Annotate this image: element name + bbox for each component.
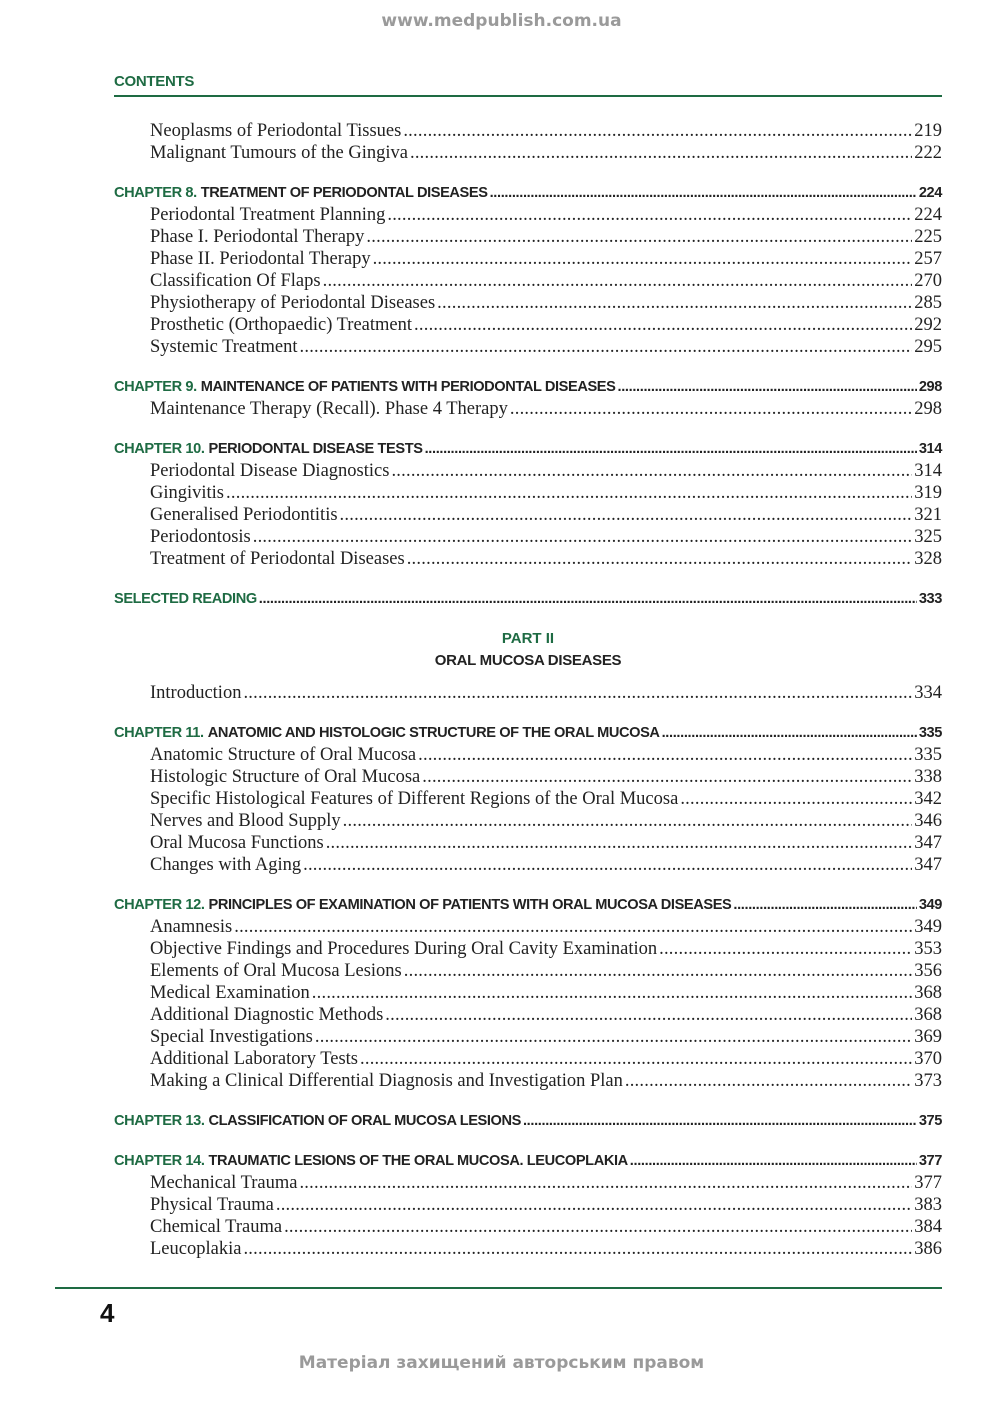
- toc-entry-title: Additional Laboratory Tests: [150, 1049, 358, 1069]
- chapter-title: PRINCIPLES OF EXAMINATION OF PATIENTS WITH ORAL MUCOSA DISEASES: [208, 897, 732, 913]
- toc-entry-page: 347: [914, 833, 942, 853]
- toc-entry-title: Prosthetic (Orthopaedic) Treatment: [150, 315, 413, 335]
- dot-leader: [315, 1026, 912, 1048]
- chapter-number: CHAPTER 12.: [114, 897, 205, 913]
- chapter-page: 349: [918, 897, 942, 913]
- dot-leader: [407, 548, 913, 570]
- dot-leader: [680, 788, 912, 810]
- chapter-page: 314: [918, 441, 942, 457]
- toc-entry-page: 347: [914, 855, 942, 875]
- toc-entry-title: Systemic Treatment: [150, 337, 298, 357]
- chapter-title: TRAUMATIC LESIONS OF THE ORAL MUCOSA. LEUCOPLAKIA: [208, 1153, 628, 1169]
- toc-entry-title: Periodontal Disease Diagnostics: [150, 461, 390, 481]
- chapter-title: ANATOMIC AND HISTOLOGIC STRUCTURE OF THE ORAL MUCOSA: [207, 725, 660, 741]
- toc-entry-page: 270: [914, 271, 942, 291]
- toc-entry-title: Mechanical Trauma: [150, 1173, 298, 1193]
- toc-entry-title: Physical Trauma: [150, 1195, 274, 1215]
- dot-leader: [630, 1150, 917, 1172]
- toc-entry[interactable]: [114, 482, 942, 504]
- toc-entry-page: 321: [914, 505, 942, 525]
- toc-entry-page: 383: [914, 1195, 942, 1215]
- dot-leader: [323, 270, 913, 292]
- part-label: PART II: [501, 630, 555, 647]
- toc-entry-page: 369: [914, 1027, 942, 1047]
- toc-entry[interactable]: [114, 916, 942, 938]
- toc-entry[interactable]: [114, 1048, 942, 1070]
- toc-entry-title: Changes with Aging: [150, 855, 302, 875]
- dot-leader: [425, 438, 917, 460]
- chapter-heading-text: [114, 1150, 628, 1172]
- part-heading: [114, 628, 942, 672]
- toc-entry-page: 257: [914, 249, 942, 269]
- toc-entry-page: 338: [914, 767, 942, 787]
- toc-entry[interactable]: [114, 1238, 942, 1260]
- chapter-number: CHAPTER 11.: [114, 725, 204, 741]
- toc-entry-page: 328: [914, 549, 942, 569]
- toc-entry-page: 292: [914, 315, 942, 335]
- dot-leader: [410, 142, 912, 164]
- toc-entry-title: Treatment of Periodontal Diseases: [150, 549, 405, 569]
- toc-entry-page: 325: [914, 527, 942, 547]
- toc-entry-title: Oral Mucosa Functions: [150, 833, 324, 853]
- toc-entry-page: 384: [914, 1217, 942, 1237]
- toc-entry-title: Periodontosis: [150, 527, 251, 547]
- toc-entry-title: Maintenance Therapy (Recall). Phase 4 Therapy: [150, 399, 508, 419]
- toc-entry-page: 335: [914, 745, 942, 765]
- dot-leader: [404, 960, 913, 982]
- toc-entry-title: Nerves and Blood Supply: [150, 811, 341, 831]
- toc-entry-title: Chemical Trauma: [150, 1217, 283, 1237]
- chapter-title: MAINTENANCE OF PATIENTS WITH PERIODONTAL DISEASES: [200, 379, 616, 395]
- toc-entry-page: 334: [914, 683, 942, 703]
- copyright-notice: Матеріал захищений авторським правом: [298, 1353, 705, 1373]
- toc-entry[interactable]: [114, 226, 942, 248]
- toc-entry-title: Leucoplakia: [150, 1239, 242, 1259]
- site-url: www.medpublish.com.ua: [381, 11, 622, 31]
- chapter-page: 377: [918, 1153, 942, 1169]
- toc-entry-page: 298: [914, 399, 942, 419]
- toc-entry-title: Physiotherapy of Periodontal Diseases: [150, 293, 436, 313]
- dot-leader: [523, 1110, 917, 1132]
- toc-entry[interactable]: [114, 460, 942, 482]
- dot-leader: [253, 526, 913, 548]
- toc-entry[interactable]: [114, 854, 942, 876]
- toc-entry[interactable]: [114, 548, 942, 570]
- toc-chapter-heading[interactable]: [114, 182, 942, 204]
- dot-leader: [422, 766, 912, 788]
- toc-chapter-heading[interactable]: [114, 894, 942, 916]
- chapter-number: CHAPTER 10.: [114, 441, 205, 457]
- toc-entry-title: Histologic Structure of Oral Mucosa: [150, 767, 421, 787]
- dot-leader: [343, 810, 913, 832]
- dot-leader: [625, 1070, 912, 1092]
- toc-entry[interactable]: [114, 504, 942, 526]
- toc-entry-page: 368: [914, 1005, 942, 1025]
- toc-entry-title: Periodontal Treatment Planning: [150, 205, 386, 225]
- toc-entry-page: 222: [914, 143, 942, 163]
- toc-entry-title: Objective Findings and Procedures During Oral Cavity Examination: [150, 939, 658, 959]
- dot-leader: [403, 120, 912, 142]
- chapter-heading-text: [114, 376, 615, 398]
- dot-leader: [387, 204, 912, 226]
- toc-entry-page: 295: [914, 337, 942, 357]
- toc-entry-page: 346: [914, 811, 942, 831]
- chapter-title: TREATMENT OF PERIODONTAL DISEASES: [200, 185, 488, 201]
- dot-leader: [299, 1172, 912, 1194]
- page-number: 4: [100, 1298, 115, 1328]
- bottom-rule: [55, 1287, 942, 1289]
- dot-leader: [303, 854, 912, 876]
- dot-leader: [340, 504, 913, 526]
- dot-leader: [659, 938, 912, 960]
- dot-leader: [360, 1048, 912, 1070]
- toc-entry[interactable]: [114, 1172, 942, 1194]
- toc-entry[interactable]: [114, 398, 942, 420]
- toc-entry-title: Classification Of Flaps: [150, 271, 321, 291]
- toc-entry-title: Introduction: [150, 683, 242, 703]
- toc-entry-page: 377: [914, 1173, 942, 1193]
- dot-leader: [326, 832, 913, 854]
- dot-leader: [259, 588, 917, 610]
- toc-entry-title: Generalised Periodontitis: [150, 505, 338, 525]
- dot-leader: [312, 982, 912, 1004]
- toc-chapter-heading[interactable]: [114, 376, 942, 398]
- toc-entry[interactable]: [114, 1070, 942, 1092]
- toc-entry[interactable]: [114, 766, 942, 788]
- toc-entry-title: Malignant Tumours of the Gingiva: [150, 143, 408, 163]
- dot-leader: [300, 336, 913, 358]
- toc-entry[interactable]: [114, 336, 942, 358]
- chapter-title: SELECTED READING: [114, 591, 257, 607]
- toc-entry-title: Neoplasms of Periodontal Tissues: [150, 121, 402, 141]
- toc-entry[interactable]: [114, 744, 942, 766]
- toc-entry-title: Medical Examination: [150, 983, 310, 1003]
- toc-entry-title: Gingivitis: [150, 483, 225, 503]
- toc-entry-title: Phase II. Periodontal Therapy: [150, 249, 371, 269]
- dot-leader: [414, 314, 912, 336]
- toc-entry-page: 368: [914, 983, 942, 1003]
- top-rule: [114, 95, 942, 97]
- toc-entry[interactable]: [114, 682, 942, 704]
- toc-entry-title: Elements of Oral Mucosa Lesions: [150, 961, 402, 981]
- toc-entry[interactable]: [114, 1216, 942, 1238]
- table-of-contents: [114, 120, 942, 1260]
- toc-entry-title: Special Investigations: [150, 1027, 313, 1047]
- dot-leader: [373, 248, 913, 270]
- toc-chapter-heading[interactable]: [114, 1150, 942, 1172]
- toc-entry-title: Anamnesis: [150, 917, 233, 937]
- dot-leader: [490, 182, 917, 204]
- toc-entry[interactable]: [114, 1026, 942, 1048]
- toc-entry-page: 373: [914, 1071, 942, 1091]
- toc-selected-reading[interactable]: [114, 588, 942, 610]
- toc-entry-page: 224: [914, 205, 942, 225]
- chapter-number: CHAPTER 14.: [114, 1153, 205, 1169]
- toc-entry[interactable]: [114, 982, 942, 1004]
- part-title: ORAL MUCOSA DISEASES: [434, 652, 622, 669]
- toc-entry[interactable]: [114, 204, 942, 226]
- toc-entry-title: Additional Diagnostic Methods: [150, 1005, 384, 1025]
- spacer: [114, 672, 942, 682]
- chapter-heading-text: [114, 182, 488, 204]
- dot-leader: [366, 226, 912, 248]
- toc-entry[interactable]: [114, 938, 942, 960]
- toc-entry[interactable]: [114, 526, 942, 548]
- toc-entry-title: Phase I. Periodontal Therapy: [150, 227, 365, 247]
- toc-entry[interactable]: [114, 248, 942, 270]
- toc-entry[interactable]: [114, 120, 942, 142]
- chapter-heading-text: [114, 1110, 521, 1132]
- chapter-page: 335: [918, 725, 942, 741]
- chapter-number: CHAPTER 8.: [114, 185, 197, 201]
- toc-entry-page: 342: [914, 789, 942, 809]
- toc-entry-page: 285: [914, 293, 942, 313]
- toc-entry[interactable]: [114, 292, 942, 314]
- toc-entry-title: Making a Clinical Differential Diagnosis and Investigation Plan: [150, 1071, 623, 1091]
- toc-entry-title: Anatomic Structure of Oral Mucosa: [150, 745, 417, 765]
- toc-entry-page: 225: [914, 227, 942, 247]
- toc-entry[interactable]: [114, 960, 942, 982]
- chapter-number: CHAPTER 9.: [114, 379, 197, 395]
- chapter-heading-text: [114, 588, 257, 610]
- toc-entry[interactable]: [114, 810, 942, 832]
- toc-entry[interactable]: [114, 270, 942, 292]
- toc-entry[interactable]: [114, 788, 942, 810]
- toc-entry-page: 356: [914, 961, 942, 981]
- toc-entry-page: 219: [914, 121, 942, 141]
- dot-leader: [437, 292, 912, 314]
- dot-leader: [418, 744, 912, 766]
- toc-chapter-heading[interactable]: [114, 1110, 942, 1132]
- toc-entry[interactable]: [114, 1194, 942, 1216]
- toc-entry[interactable]: [114, 832, 942, 854]
- toc-entry[interactable]: [114, 314, 942, 336]
- dot-leader: [617, 376, 916, 398]
- toc-entry-page: 314: [914, 461, 942, 481]
- chapter-heading-text: [114, 438, 423, 460]
- dot-leader: [243, 1238, 912, 1260]
- dot-leader: [226, 482, 912, 504]
- chapter-heading-text: [114, 894, 731, 916]
- chapter-number: CHAPTER 13.: [114, 1113, 205, 1129]
- dot-leader: [234, 916, 912, 938]
- chapter-title: PERIODONTAL DISEASE TESTS: [208, 441, 423, 457]
- toc-entry-page: 370: [914, 1049, 942, 1069]
- contents-heading: CONTENTS: [114, 73, 195, 90]
- chapter-page: 298: [918, 379, 942, 395]
- toc-chapter-heading[interactable]: [114, 438, 942, 460]
- toc-entry-page: 349: [914, 917, 942, 937]
- chapter-title: CLASSIFICATION OF ORAL MUCOSA LESIONS: [208, 1113, 521, 1129]
- chapter-page: 333: [918, 591, 942, 607]
- dot-leader: [276, 1194, 912, 1216]
- dot-leader: [510, 398, 912, 420]
- chapter-heading-text: [114, 722, 660, 744]
- dot-leader: [391, 460, 912, 482]
- chapter-page: 375: [918, 1113, 942, 1129]
- chapter-page: 224: [918, 185, 942, 201]
- dot-leader: [243, 682, 912, 704]
- toc-entry-page: 386: [914, 1239, 942, 1259]
- dot-leader: [733, 894, 916, 916]
- toc-entry-page: 353: [914, 939, 942, 959]
- dot-leader: [284, 1216, 912, 1238]
- toc-entry-title: Specific Histological Features of Different Regions of the Oral Mucosa: [150, 789, 679, 809]
- dot-leader: [662, 722, 917, 744]
- dot-leader: [385, 1004, 912, 1026]
- toc-chapter-heading[interactable]: [114, 722, 942, 744]
- toc-entry[interactable]: [114, 142, 942, 164]
- toc-entry-page: 319: [914, 483, 942, 503]
- toc-entry[interactable]: [114, 1004, 942, 1026]
